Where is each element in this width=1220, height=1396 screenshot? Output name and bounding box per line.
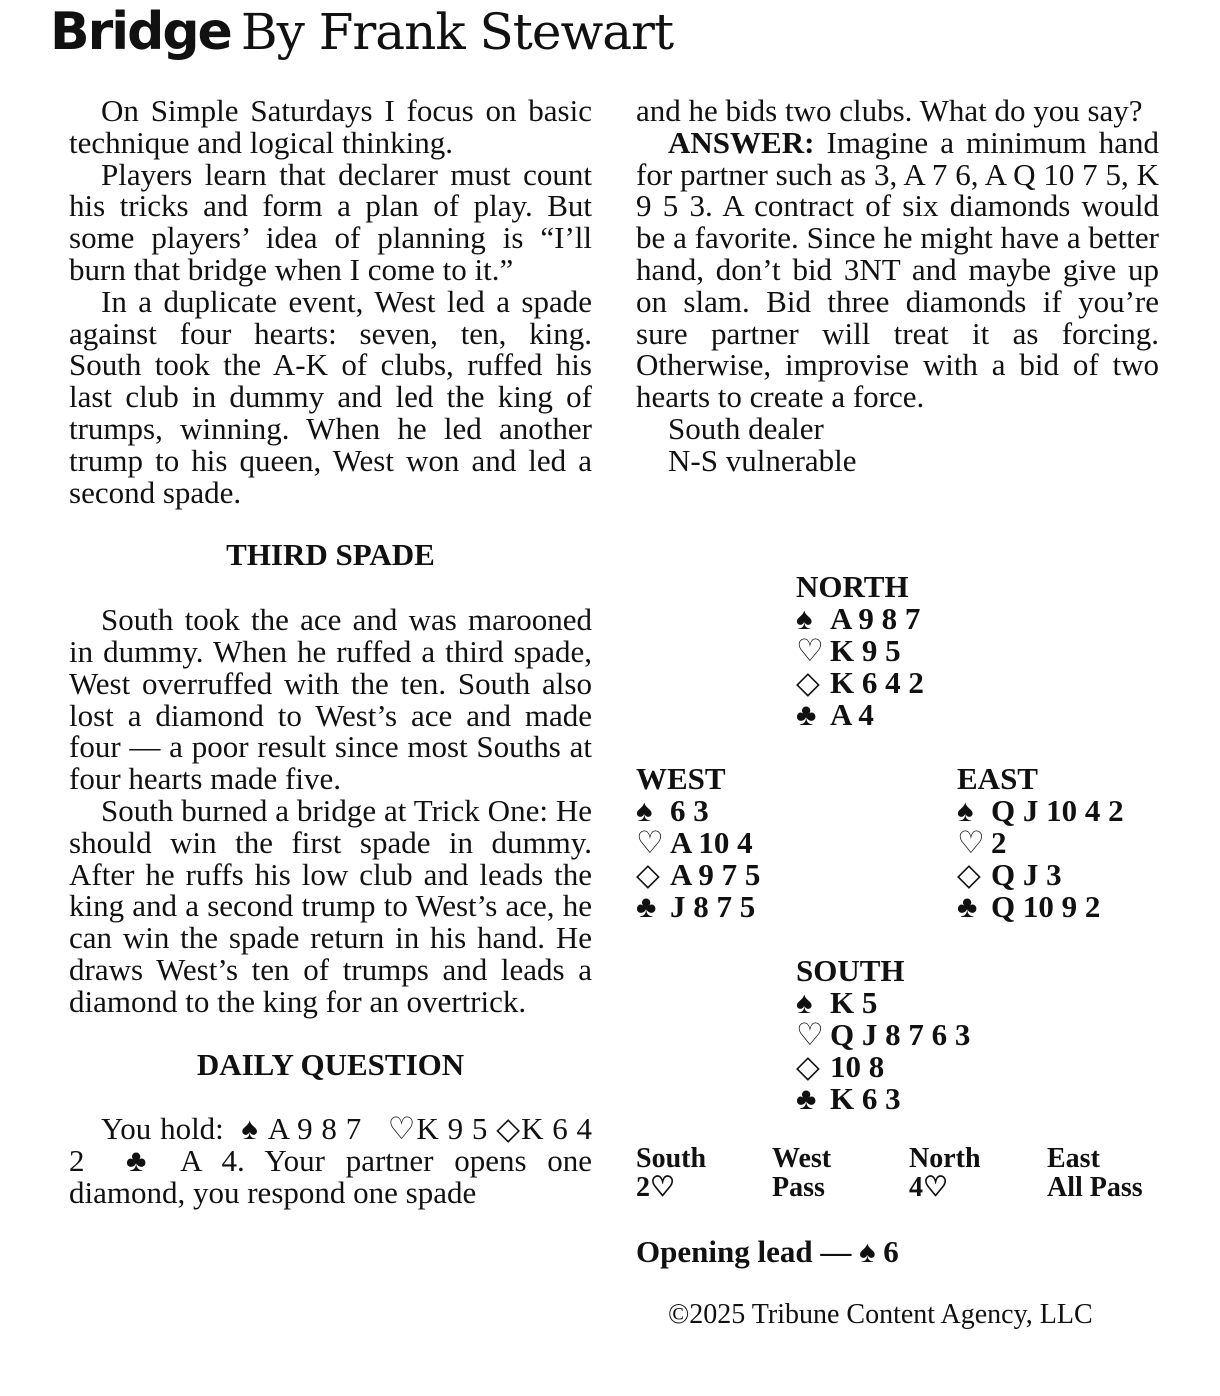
question-hearts: K 9 5: [416, 1111, 488, 1147]
diamond-icon: ◇: [796, 665, 820, 700]
club-icon: ♣: [957, 889, 978, 924]
spade-icon: ♠: [796, 985, 813, 1020]
spade-icon: ♠: [957, 793, 974, 828]
question-clubs: A 4.: [180, 1143, 245, 1179]
heading-third-spade: THIRD SPADE: [226, 537, 435, 573]
opening-lead-card: 6: [883, 1234, 899, 1269]
hand-north: [796, 571, 924, 731]
paragraph-question-continued: and he bids two clubs. What do you say?: [636, 93, 1143, 128]
answer-label: ANSWER:: [668, 124, 815, 160]
auction-header: North: [909, 1143, 981, 1174]
paragraph-intro: On Simple Saturdays I focus on basic technique and logical thinking.: [69, 93, 592, 160]
diamond-icon: ◇: [796, 1049, 820, 1084]
hand-diamonds: Q J 3: [991, 857, 1062, 892]
hand-hearts: A 10 4: [670, 825, 753, 860]
auction-header: South: [636, 1143, 707, 1174]
hand-hearts: Q J 8 7 6 3: [830, 1017, 971, 1052]
auction-bid: 4♡: [909, 1172, 949, 1203]
copyright-notice: ©2025 Tribune Content Agency, LLC: [668, 1299, 1093, 1330]
question-partner-bid: Your partner opens one diamond, you respond one spade: [69, 1143, 593, 1210]
paragraph-marooned: South took the ace and was marooned in dummy. When he ruffed a third spade, West overruffed with the ten. South also lost a diamond to West’s ace and made four — a poor result since most Souths at four hearts made five.: [69, 602, 592, 797]
question-diamonds: K 6 4 2: [69, 1111, 593, 1179]
hand-label: EAST: [957, 761, 1038, 796]
hand-label: NORTH: [796, 569, 909, 604]
right-text-column: [636, 95, 1159, 477]
hand-clubs: A 4: [830, 697, 874, 732]
hand-clubs: J 8 7 5: [670, 889, 756, 924]
spade-icon: ♠: [636, 793, 653, 828]
hand-hearts: K 9 5: [830, 633, 901, 668]
auction-bid: 2♡: [636, 1172, 676, 1203]
club-icon: ♣: [125, 1143, 160, 1179]
hand-east: [957, 763, 1124, 923]
hand-diamonds: A 9 7 5: [670, 857, 761, 892]
question-prefix: You hold:: [101, 1111, 224, 1147]
left-text-column: [69, 95, 592, 1209]
opening-lead-label: Opening lead —: [636, 1234, 852, 1269]
club-icon: ♣: [796, 1081, 817, 1116]
paragraph-duplicate-event: In a duplicate event, West led a spade against four hearts: seven, ten, king. South took the A-K of clubs, ruffed his last club in dummy and led the king of trumps, winning. When he led another trump to his queen, West won and led a second spade.: [69, 283, 592, 510]
hand-diamonds: 10 8: [830, 1049, 885, 1084]
question-spades: A 9 8 7: [267, 1111, 362, 1147]
heart-icon: ♡: [636, 825, 664, 860]
diamond-icon: ◇: [636, 857, 660, 892]
hand-south: [796, 955, 970, 1115]
auction-column-west: [772, 1144, 831, 1202]
diamond-icon: ◇: [957, 857, 981, 892]
paragraph-answer: [636, 124, 1159, 415]
hand-spades: A 9 8 7: [830, 601, 921, 636]
opening-lead: [636, 1234, 899, 1270]
spade-icon: ♠: [241, 1111, 259, 1147]
heart-icon: ♡: [796, 633, 824, 668]
diamond-icon: ◇: [496, 1111, 522, 1147]
auction-column-south: [636, 1144, 706, 1202]
answer-text: Imagine a minimum hand for partner such as 3, A 7 6, A Q 10 7 5, K 9 5 3. A contract of six diamonds would be a favorite. Since he might have a better hand, don’t bid 3NT and maybe give up on slam. Bid three diamonds if you’re sure partner will treat it as forcing. Otherwise, improvise with a bid of two hearts to create a force.: [636, 124, 1159, 415]
masthead-byline: By Frank Stewart: [240, 3, 674, 61]
hand-spades: Q J 10 4 2: [991, 793, 1124, 828]
heart-icon: ♡: [387, 1111, 417, 1147]
auction-column-north: [909, 1144, 981, 1202]
paragraph-planning: Players learn that declarer must count his tricks and form a plan of play. But some players’ idea of planning is “I’ll burn that bridge when I come to it.”: [69, 156, 592, 287]
masthead-brand: Bridge: [50, 2, 231, 62]
spade-icon: ♠: [859, 1234, 876, 1269]
spade-icon: ♠: [796, 601, 813, 636]
hand-hearts: 2: [991, 825, 1007, 860]
club-icon: ♣: [636, 889, 657, 924]
hand-label: SOUTH: [796, 953, 905, 988]
hand-west: [636, 763, 760, 923]
masthead: [50, 2, 674, 62]
hand-clubs: K 6 3: [830, 1081, 901, 1116]
auction-column-east: [1047, 1144, 1143, 1202]
paragraph-question: [69, 1113, 592, 1208]
auction-header: West: [772, 1143, 832, 1174]
hand-diamonds: K 6 4 2: [830, 665, 924, 700]
hand-spades: K 5: [830, 985, 878, 1020]
heart-icon: ♡: [796, 1017, 824, 1052]
heading-daily-question: DAILY QUESTION: [196, 1046, 465, 1082]
dealer-line: South dealer: [668, 410, 824, 446]
hand-spades: 6 3: [670, 793, 709, 828]
paragraph-burned-bridge: South burned a bridge at Trick One: He should win the first spade in dummy. After he ruffs his low club and leads the king and a second trump to West’s ace, he can win the spade return in his hand. He draws West’s ten of trumps and leads a diamond to the king for an overtrick.: [69, 792, 592, 1019]
auction-bid: All Pass: [1047, 1172, 1143, 1203]
vulnerability-line: N-S vulnerable: [668, 442, 857, 478]
hand-label: WEST: [636, 761, 726, 796]
auction-bid: Pass: [772, 1172, 825, 1203]
heart-icon: ♡: [957, 825, 985, 860]
club-icon: ♣: [796, 697, 817, 732]
auction-header: East: [1047, 1143, 1100, 1174]
hand-clubs: Q 10 9 2: [991, 889, 1101, 924]
